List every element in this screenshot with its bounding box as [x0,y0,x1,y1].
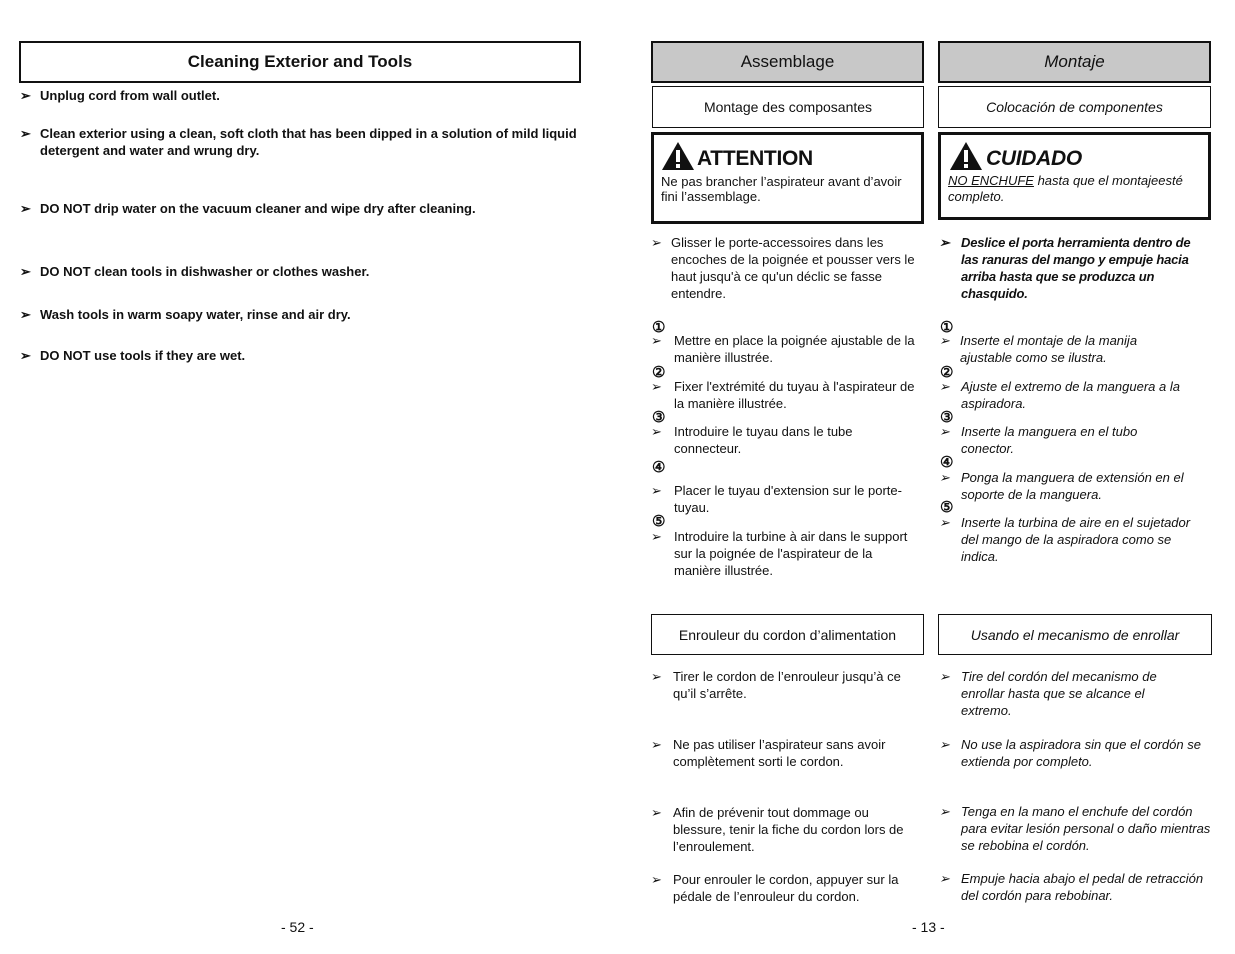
step-number: ① [652,319,666,336]
spanish-subheader: Colocación de componentes [938,86,1211,128]
step-number: ② [940,364,954,381]
arrow-bullet-icon: ➢ [20,264,31,279]
arrow-bullet-icon: ➢ [939,515,950,530]
arrow-bullet-icon: ➢ [939,424,950,439]
arrow-bullet-icon: ➢ [651,805,662,820]
arrow-bullet-icon: ➢ [20,307,31,322]
step-number: ⑤ [652,513,666,530]
arrow-bullet-icon: ➢ [651,872,662,887]
step-number: ③ [940,409,954,426]
warning-emphasis: NO ENCHUFE [948,173,1034,188]
french-warning-box [651,132,924,224]
arrow-bullet-icon: ➢ [939,333,950,348]
arrow-bullet-icon: ➢ [939,669,950,684]
spanish-warning-box [938,132,1211,220]
arrow-bullet-icon: ➢ [651,379,662,394]
step-number: ① [940,319,954,336]
step-number: ③ [652,409,666,426]
arrow-bullet-icon: ➢ [651,483,662,498]
arrow-bullet-icon: ➢ [651,737,662,752]
arrow-bullet-icon: ➢ [939,737,950,752]
step-number: ② [652,364,666,381]
arrow-bullet-icon: ➢ [651,669,662,684]
section-title-box [19,41,581,83]
step-number: ④ [652,459,666,476]
warning-text: Ne pas brancher l’aspirateur avant d’avoir fini l’assemblage. [661,174,902,204]
arrow-bullet-icon: ➢ [939,379,950,394]
arrow-bullet-icon: ➢ [20,348,31,363]
arrow-bullet-icon: ➢ [20,126,31,141]
warning-text: NO ENCHUFE hasta que el montajeesté completo. [948,173,1183,204]
warning-triangle-icon [949,141,983,171]
arrow-bullet-icon: ➢ [651,333,662,348]
arrow-bullet-icon: ➢ [939,804,950,819]
page-number-right: - 13 - [912,919,945,935]
arrow-bullet-icon: ➢ [20,88,31,103]
spanish-header: Montaje [938,41,1211,83]
warning-title: ATTENTION [697,147,813,170]
french-subheader: Montage des composantes [652,86,924,128]
step-number: ⑤ [940,499,954,516]
warning-title: CUIDADO [986,147,1082,170]
page-number-left: - 52 - [281,919,314,935]
french-cord-header: Enrouleur du cordon d’alimentation [651,614,924,655]
arrow-bullet-icon: ➢ [20,201,31,216]
step-number: ④ [940,454,954,471]
arrow-bullet-icon: ➢ [939,871,950,886]
arrow-bullet-icon: ➢ [939,235,950,250]
french-header: Assemblage [651,41,924,83]
arrow-bullet-icon: ➢ [651,529,662,544]
spanish-cord-header: Usando el mecanismo de enrollar [938,614,1212,655]
arrow-bullet-icon: ➢ [939,470,950,485]
warning-triangle-icon [661,141,695,171]
section-title: Cleaning Exterior and Tools [187,52,413,71]
arrow-bullet-icon: ➢ [651,424,662,439]
arrow-bullet-icon: ➢ [651,235,662,250]
